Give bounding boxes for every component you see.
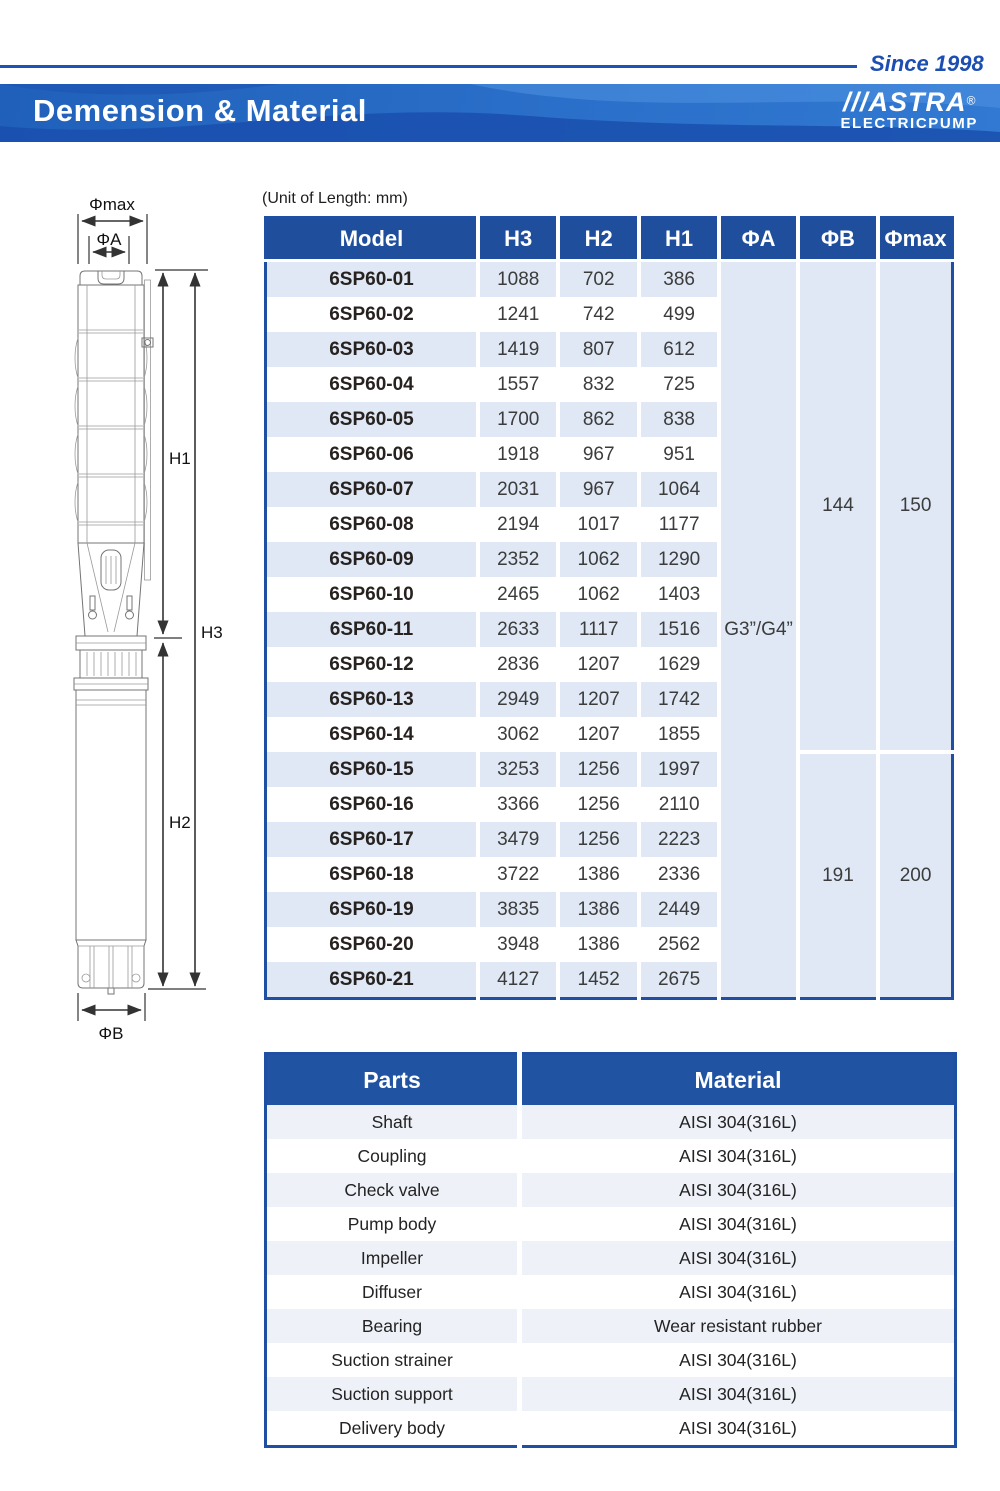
spec-cell-model: 6SP60-12	[266, 647, 478, 682]
spec-cell-model: 6SP60-13	[266, 682, 478, 717]
spec-cell-h1: 499	[639, 297, 719, 332]
since-label: Since 1998	[870, 51, 984, 76]
spec-cell-h2: 967	[558, 437, 638, 472]
spec-cell-h3: 2031	[478, 472, 558, 507]
spec-cell-h3: 3366	[478, 787, 558, 822]
spec-cell-h1: 2449	[639, 892, 719, 927]
spec-cell-h1: 2675	[639, 962, 719, 999]
spec-cell-h1: 1403	[639, 577, 719, 612]
spec-cell-model: 6SP60-06	[266, 437, 478, 472]
spec-cell-h1: 2336	[639, 857, 719, 892]
materials-cell-part: Check valve	[266, 1173, 520, 1207]
dimensions-table-header-row	[266, 218, 953, 261]
spec-cell-phi-b: 144	[798, 261, 878, 753]
top-divider-line	[0, 65, 857, 68]
spec-cell-h3: 3253	[478, 752, 558, 787]
spec-cell-h3: 1241	[478, 297, 558, 332]
spec-cell-h2: 742	[558, 297, 638, 332]
spec-cell-h2: 1017	[558, 507, 638, 542]
spec-cell-h1: 1742	[639, 682, 719, 717]
spec-header-phi-a: ΦA	[719, 218, 797, 261]
spec-cell-model: 6SP60-18	[266, 857, 478, 892]
spec-cell-h3: 2352	[478, 542, 558, 577]
spec-cell-h2: 967	[558, 472, 638, 507]
materials-cell-part: Suction strainer	[266, 1343, 520, 1377]
spec-cell-h1: 951	[639, 437, 719, 472]
materials-cell-material: AISI 304(316L)	[520, 1207, 956, 1241]
spec-cell-model: 6SP60-11	[266, 612, 478, 647]
materials-row	[266, 1377, 956, 1411]
page-title: Demension & Material	[33, 93, 367, 128]
spec-cell-h1: 838	[639, 402, 719, 437]
spec-cell-model: 6SP60-17	[266, 822, 478, 857]
spec-cell-h3: 2465	[478, 577, 558, 612]
brand-logo-wordmark: ///ASTRA	[843, 87, 967, 117]
dim-label-phi-b: ΦB	[98, 1024, 124, 1043]
spec-cell-h3: 2633	[478, 612, 558, 647]
materials-row	[266, 1309, 956, 1343]
spec-cell-model: 6SP60-01	[266, 261, 478, 298]
pump-dimension-drawing	[30, 188, 240, 1048]
spec-cell-h1: 2110	[639, 787, 719, 822]
materials-cell-part: Pump body	[266, 1207, 520, 1241]
spec-cell-h2: 1256	[558, 752, 638, 787]
spec-cell-h3: 2194	[478, 507, 558, 542]
spec-cell-h1: 2562	[639, 927, 719, 962]
materials-cell-material: AISI 304(316L)	[520, 1411, 956, 1447]
spec-cell-h3: 1419	[478, 332, 558, 367]
spec-cell-model: 6SP60-07	[266, 472, 478, 507]
spec-cell-h1: 1855	[639, 717, 719, 752]
spec-cell-h3: 3722	[478, 857, 558, 892]
unit-note: (Unit of Length: mm)	[262, 190, 408, 207]
materials-row	[266, 1241, 956, 1275]
materials-cell-material: AISI 304(316L)	[520, 1275, 956, 1309]
spec-cell-h3: 2836	[478, 647, 558, 682]
spec-cell-h2: 1117	[558, 612, 638, 647]
spec-cell-model: 6SP60-03	[266, 332, 478, 367]
materials-header-material: Material	[520, 1054, 956, 1106]
dim-label-h3: H3	[201, 623, 223, 642]
spec-cell-model: 6SP60-02	[266, 297, 478, 332]
spec-cell-h2: 1062	[558, 577, 638, 612]
materials-cell-part: Bearing	[266, 1309, 520, 1343]
dimensions-table	[264, 216, 954, 1000]
dim-label-phi-max: Φmax	[89, 195, 135, 214]
spec-cell-h3: 3835	[478, 892, 558, 927]
spec-cell-h2: 1452	[558, 962, 638, 999]
spec-cell-model: 6SP60-14	[266, 717, 478, 752]
spec-cell-model: 6SP60-20	[266, 927, 478, 962]
spec-cell-h3: 4127	[478, 962, 558, 999]
materials-row	[266, 1139, 956, 1173]
pump-body-outline	[74, 271, 153, 994]
spec-cell-model: 6SP60-16	[266, 787, 478, 822]
materials-cell-material: AISI 304(316L)	[520, 1173, 956, 1207]
materials-row	[266, 1173, 956, 1207]
spec-cell-h3: 2949	[478, 682, 558, 717]
dim-label-h1: H1	[169, 449, 191, 468]
spec-cell-h2: 702	[558, 261, 638, 298]
registered-trademark-icon: ®	[966, 93, 976, 108]
spec-cell-h3: 1088	[478, 261, 558, 298]
materials-cell-material: AISI 304(316L)	[520, 1343, 956, 1377]
materials-cell-material: Wear resistant rubber	[520, 1309, 956, 1343]
spec-row	[266, 752, 953, 787]
spec-cell-model: 6SP60-15	[266, 752, 478, 787]
spec-cell-h2: 862	[558, 402, 638, 437]
spec-cell-h3: 1918	[478, 437, 558, 472]
spec-cell-h1: 2223	[639, 822, 719, 857]
materials-table	[264, 1052, 957, 1448]
brand-logo	[840, 88, 978, 132]
spec-header-model: Model	[266, 218, 478, 261]
spec-cell-model: 6SP60-19	[266, 892, 478, 927]
spec-header-h1: H1	[639, 218, 719, 261]
spec-cell-model: 6SP60-05	[266, 402, 478, 437]
spec-cell-h1: 1629	[639, 647, 719, 682]
spec-header-h3: H3	[478, 218, 558, 261]
dim-label-h2: H2	[169, 813, 191, 832]
materials-header-parts: Parts	[266, 1054, 520, 1106]
spec-cell-model: 6SP60-09	[266, 542, 478, 577]
spec-cell-h1: 725	[639, 367, 719, 402]
materials-cell-material: AISI 304(316L)	[520, 1377, 956, 1411]
materials-row	[266, 1343, 956, 1377]
spec-cell-model: 6SP60-10	[266, 577, 478, 612]
spec-cell-h3: 3948	[478, 927, 558, 962]
brand-logo-subtitle: ELECTRICPUMP	[840, 115, 978, 133]
spec-cell-h2: 1256	[558, 787, 638, 822]
spec-cell-h1: 1997	[639, 752, 719, 787]
materials-cell-part: Shaft	[266, 1105, 520, 1139]
materials-row	[266, 1105, 956, 1139]
materials-cell-material: AISI 304(316L)	[520, 1241, 956, 1275]
spec-cell-h1: 386	[639, 261, 719, 298]
spec-row	[266, 261, 953, 298]
spec-cell-h2: 1062	[558, 542, 638, 577]
materials-cell-part: Suction support	[266, 1377, 520, 1411]
spec-cell-h1: 1177	[639, 507, 719, 542]
spec-cell-h2: 1207	[558, 682, 638, 717]
spec-cell-h2: 1207	[558, 717, 638, 752]
materials-cell-material: AISI 304(316L)	[520, 1105, 956, 1139]
spec-cell-h1: 1290	[639, 542, 719, 577]
spec-cell-h3: 1557	[478, 367, 558, 402]
materials-cell-material: AISI 304(316L)	[520, 1139, 956, 1173]
materials-cell-part: Coupling	[266, 1139, 520, 1173]
spec-cell-h2: 1386	[558, 927, 638, 962]
materials-row	[266, 1411, 956, 1447]
materials-table-body	[266, 1105, 956, 1447]
spec-header-h2: H2	[558, 218, 638, 261]
spec-cell-phi-b: 191	[798, 752, 878, 999]
spec-cell-h3: 3062	[478, 717, 558, 752]
materials-row	[266, 1275, 956, 1309]
spec-header-phi-b: ΦB	[798, 218, 878, 261]
spec-cell-h2: 1386	[558, 892, 638, 927]
materials-row	[266, 1207, 956, 1241]
spec-cell-h2: 1386	[558, 857, 638, 892]
materials-cell-part: Diffuser	[266, 1275, 520, 1309]
spec-cell-h2: 807	[558, 332, 638, 367]
spec-cell-h2: 1256	[558, 822, 638, 857]
spec-cell-model: 6SP60-04	[266, 367, 478, 402]
spec-cell-phi-max: 150	[878, 261, 952, 753]
spec-header-phi-max: Φmax	[878, 218, 952, 261]
materials-cell-part: Delivery body	[266, 1411, 520, 1447]
spec-cell-h1: 1516	[639, 612, 719, 647]
materials-cell-part: Impeller	[266, 1241, 520, 1275]
spec-cell-h1: 1064	[639, 472, 719, 507]
spec-cell-phi-a: G3”/G4”	[719, 261, 797, 999]
spec-cell-h3: 3479	[478, 822, 558, 857]
spec-cell-h3: 1700	[478, 402, 558, 437]
spec-cell-model: 6SP60-08	[266, 507, 478, 542]
dim-label-phi-a: ΦA	[96, 230, 122, 249]
dimensions-table-body	[266, 261, 953, 999]
spec-cell-h1: 612	[639, 332, 719, 367]
spec-cell-model: 6SP60-21	[266, 962, 478, 999]
materials-table-header-row	[266, 1054, 956, 1106]
spec-cell-h2: 1207	[558, 647, 638, 682]
spec-cell-phi-max: 200	[878, 752, 952, 999]
spec-cell-h2: 832	[558, 367, 638, 402]
section-banner	[0, 84, 1000, 142]
